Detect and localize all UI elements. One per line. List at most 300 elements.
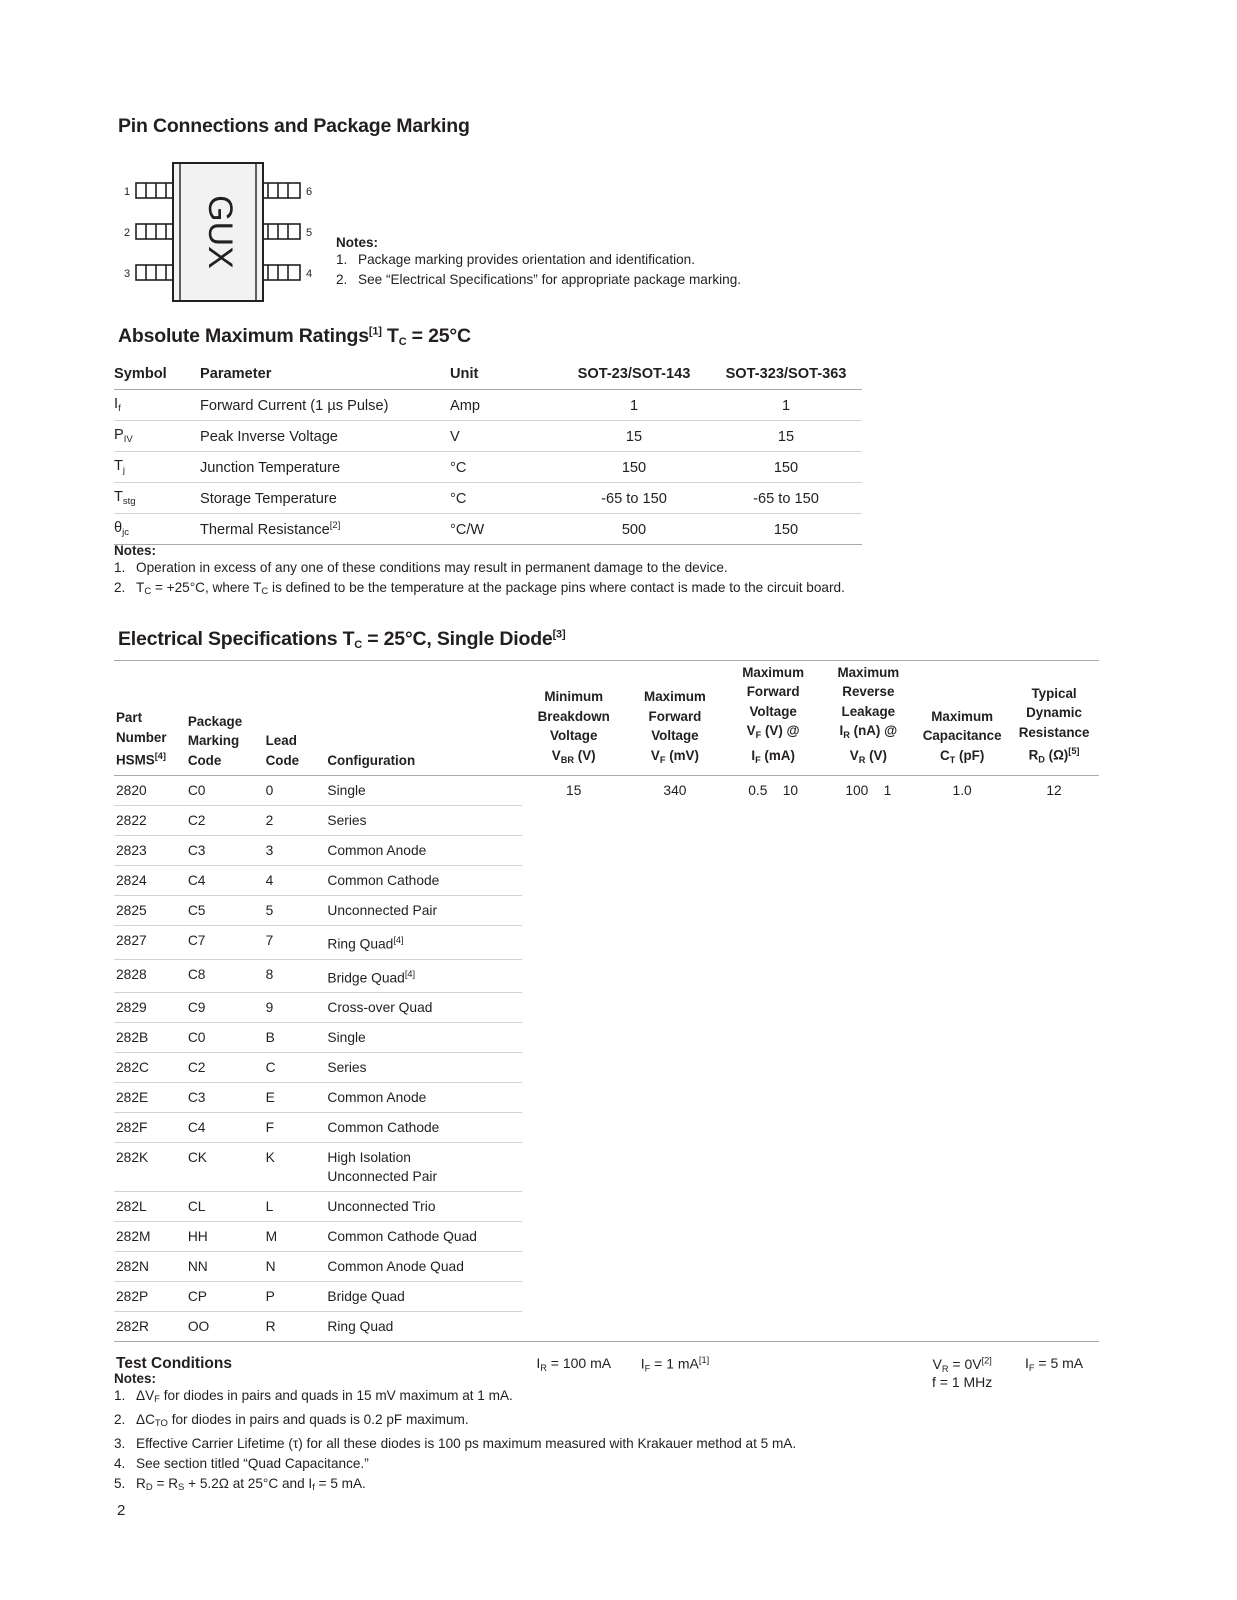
es-dynamic-resistance-value: 12 bbox=[1046, 783, 1062, 798]
note-text: $T_C = +25^\circ C$, where $T_C$ is defined to be the temperature at the package pins where contact is made to the circuit board. bbox=[136, 580, 845, 597]
amr-row bbox=[114, 390, 862, 421]
lead-left-3 bbox=[136, 265, 178, 280]
es-row bbox=[114, 776, 1099, 806]
note-text: $\Delta C_{TO}$ for diodes in pairs and quads is 0.2 pF maximum. bbox=[136, 1412, 469, 1429]
es-configuration: Bridge Quad[4] bbox=[325, 959, 522, 993]
es-header-dynamic-resistance: Typical Dynamic Resistance $R_D$ (Ω)[5] bbox=[1009, 663, 1099, 776]
amr-body bbox=[114, 390, 862, 545]
es-part-number: 282B bbox=[114, 1023, 186, 1053]
es-breakdown-voltage-value: 15 bbox=[566, 783, 582, 798]
es-configuration: Common Cathode bbox=[325, 1113, 522, 1143]
es-forward-voltage-value: 340 bbox=[663, 783, 687, 798]
es-part-number: 282N bbox=[114, 1252, 186, 1282]
es-row bbox=[114, 1113, 1099, 1143]
es-header-part-number: Part Number HSMS[4] bbox=[114, 663, 186, 776]
es-forward-voltage-at-current-value bbox=[725, 866, 822, 896]
es-header-row bbox=[114, 663, 1099, 776]
amr-value-sot323-363: -65 to 150 bbox=[710, 483, 862, 514]
es-package-marking-code: OO bbox=[186, 1312, 264, 1342]
amr-value-sot323-363: 150 bbox=[710, 514, 862, 545]
es-header-configuration: Configuration bbox=[325, 663, 522, 776]
note-text: Package marking provides orientation and identification. bbox=[358, 252, 696, 267]
es-part-number: 282M bbox=[114, 1222, 186, 1252]
es-lead-code: 0 bbox=[264, 776, 326, 806]
es-capacitance-value bbox=[915, 926, 1009, 960]
es-header-capacitance: Maximum Capacitance $C_T$ (pF) bbox=[915, 663, 1009, 776]
amr-unit: °C bbox=[450, 483, 558, 514]
es-capacitance-value bbox=[915, 1312, 1009, 1342]
es-breakdown-voltage-value bbox=[522, 1143, 625, 1192]
note-number: 2. bbox=[336, 272, 348, 287]
note-number: 1. bbox=[114, 560, 126, 575]
es-configuration: Unconnected Trio bbox=[325, 1192, 522, 1222]
amr-value-sot23-143: 1 bbox=[558, 390, 710, 421]
es-header-forward-voltage: Maximum Forward Voltage $V_F$ (mV) bbox=[625, 663, 725, 776]
es-forward-voltage-at-current-value bbox=[725, 1312, 822, 1342]
es-configuration: Cross-over Quad bbox=[325, 993, 522, 1023]
note-text: $R_D = R_S + 5.2\Omega$ at 25°C and $I_f = 5$ mA. bbox=[136, 1476, 366, 1493]
es-row bbox=[114, 959, 1099, 993]
es-forward-voltage-at-current-value: 0.5 10 bbox=[748, 783, 799, 798]
amr-title bbox=[118, 325, 471, 348]
es-dynamic-resistance-value bbox=[1009, 1143, 1099, 1192]
es-dynamic-resistance-value bbox=[1009, 1113, 1099, 1143]
note-number: 1. bbox=[114, 1388, 126, 1403]
note-number: 5. bbox=[114, 1476, 126, 1491]
lead-left-2 bbox=[136, 224, 178, 239]
es-configuration: Series bbox=[325, 1053, 522, 1083]
es-breakdown-voltage-value bbox=[522, 926, 625, 960]
es-part-number: 282F bbox=[114, 1113, 186, 1143]
es-breakdown-voltage-value bbox=[522, 1192, 625, 1222]
amr-parameter: Peak Inverse Voltage bbox=[200, 421, 450, 452]
es-reverse-leakage-value bbox=[821, 1222, 915, 1252]
es-lead-code: 3 bbox=[264, 836, 326, 866]
es-package-marking-code: C4 bbox=[186, 1113, 264, 1143]
es-breakdown-voltage-value bbox=[522, 1222, 625, 1252]
es-forward-voltage-value bbox=[625, 1143, 725, 1192]
es-configuration: High Isolation Unconnected Pair bbox=[325, 1143, 522, 1192]
note-number: 1. bbox=[336, 252, 348, 267]
es-forward-voltage-value bbox=[625, 1312, 725, 1342]
es-forward-voltage-value bbox=[625, 806, 725, 836]
es-configuration: Single bbox=[325, 776, 522, 806]
pin-label-5: 5 bbox=[305, 227, 313, 239]
es-capacitance-value bbox=[915, 1252, 1009, 1282]
amr-unit: °C/W bbox=[450, 514, 558, 545]
es-breakdown-voltage-value bbox=[522, 959, 625, 993]
es-title-tail: = 25°C, Single Diode bbox=[362, 628, 553, 650]
es-lead-code: K bbox=[264, 1143, 326, 1192]
amr-row bbox=[114, 514, 862, 545]
amr-header-row bbox=[114, 362, 862, 390]
amr-symbol: $\theta_{jc}$ bbox=[114, 514, 200, 545]
lead-right-4 bbox=[258, 265, 300, 280]
es-package-marking-code: C3 bbox=[186, 1083, 264, 1113]
es-header-breakdown-voltage: Minimum Breakdown Voltage $V_{BR}$ (V) bbox=[522, 663, 625, 776]
amr-unit: °C bbox=[450, 452, 558, 483]
es-lead-code: B bbox=[264, 1023, 326, 1053]
es-capacitance-value bbox=[915, 1282, 1009, 1312]
es-header-package-marking: Package Marking Code bbox=[186, 663, 264, 776]
es-header-reverse-leakage: Maximum Reverse Leakage $I_R$ (nA) @ $V_R$ (V) bbox=[821, 663, 915, 776]
amr-header-sot23-143: SOT-23/SOT-143 bbox=[558, 362, 710, 390]
es-part-number: 282R bbox=[114, 1312, 186, 1342]
es-capacitance-value bbox=[915, 1113, 1009, 1143]
es-dynamic-resistance-value bbox=[1009, 1053, 1099, 1083]
es-part-number: 282P bbox=[114, 1282, 186, 1312]
es-part-number: 2827 bbox=[114, 926, 186, 960]
es-forward-voltage-at-current-value bbox=[725, 1143, 822, 1192]
es-forward-voltage-at-current-value bbox=[725, 1192, 822, 1222]
es-breakdown-voltage-value bbox=[522, 1053, 625, 1083]
es-part-number: 282C bbox=[114, 1053, 186, 1083]
amr-row bbox=[114, 452, 862, 483]
pin-label-3: 3 bbox=[123, 268, 131, 280]
es-row bbox=[114, 993, 1099, 1023]
es-capacitance-value bbox=[915, 1083, 1009, 1113]
es-dynamic-resistance-value bbox=[1009, 1222, 1099, 1252]
es-reverse-leakage-value bbox=[821, 926, 915, 960]
electrical-specifications-table bbox=[114, 660, 1099, 1396]
es-forward-voltage-value bbox=[625, 1222, 725, 1252]
amr-symbol: $T_{stg}$ bbox=[114, 483, 200, 514]
lead-right-6 bbox=[258, 183, 300, 198]
amr-symbol: $T_j$ bbox=[114, 452, 200, 483]
es-row bbox=[114, 1083, 1099, 1113]
es-dynamic-resistance-value bbox=[1009, 926, 1099, 960]
pin-label-4: 4 bbox=[305, 268, 313, 280]
amr-symbol: $P_{IV}$ bbox=[114, 421, 200, 452]
es-part-number: 2820 bbox=[114, 776, 186, 806]
pin-label-1: 1 bbox=[123, 186, 131, 198]
es-reverse-leakage-value bbox=[821, 896, 915, 926]
es-part-number: 2824 bbox=[114, 866, 186, 896]
es-dynamic-resistance-value bbox=[1009, 1312, 1099, 1342]
package-notes-list bbox=[336, 250, 896, 290]
es-breakdown-voltage-value bbox=[522, 836, 625, 866]
es-reverse-leakage-value bbox=[821, 1192, 915, 1222]
es-dynamic-resistance-value bbox=[1009, 1192, 1099, 1222]
package-notes bbox=[336, 235, 896, 290]
es-capacitance-value bbox=[915, 1143, 1009, 1192]
es-forward-voltage-at-current-value bbox=[725, 1222, 822, 1252]
es-part-number: 2822 bbox=[114, 806, 186, 836]
es-configuration: Common Anode bbox=[325, 836, 522, 866]
es-reverse-leakage-value bbox=[821, 1113, 915, 1143]
es-capacitance-value bbox=[915, 866, 1009, 896]
es-dynamic-resistance-value bbox=[1009, 806, 1099, 836]
es-header-lead-code: Lead Code bbox=[264, 663, 326, 776]
es-reverse-leakage-value bbox=[821, 959, 915, 993]
es-configuration: Ring Quad[4] bbox=[325, 926, 522, 960]
es-forward-voltage-value bbox=[625, 1053, 725, 1083]
es-breakdown-voltage-value bbox=[522, 1282, 625, 1312]
es-package-marking-code: C7 bbox=[186, 926, 264, 960]
es-configuration: Common Anode Quad bbox=[325, 1252, 522, 1282]
es-breakdown-voltage-value bbox=[522, 1252, 625, 1282]
es-forward-voltage-at-current-value bbox=[725, 1282, 822, 1312]
es-row bbox=[114, 1143, 1099, 1192]
note-item bbox=[114, 1410, 1064, 1434]
es-reverse-leakage-value bbox=[821, 1023, 915, 1053]
es-row bbox=[114, 806, 1099, 836]
amr-title-symbol: T bbox=[386, 325, 399, 347]
note-item bbox=[114, 1474, 1064, 1498]
amr-value-sot323-363: 15 bbox=[710, 421, 862, 452]
page-number: 2 bbox=[117, 1502, 126, 1519]
es-configuration: Unconnected Pair bbox=[325, 896, 522, 926]
es-title-superscript: [3] bbox=[552, 628, 566, 641]
es-forward-voltage-at-current-value bbox=[725, 836, 822, 866]
es-row bbox=[114, 1282, 1099, 1312]
es-configuration: Common Cathode bbox=[325, 866, 522, 896]
test-condition-if5: $I_F = 5$ mA bbox=[1009, 1342, 1099, 1396]
note-number: 3. bbox=[114, 1436, 126, 1451]
es-reverse-leakage-value bbox=[821, 1083, 915, 1113]
amr-title-tail: = 25°C bbox=[406, 325, 471, 347]
es-lead-code: F bbox=[264, 1113, 326, 1143]
es-package-marking-code: C4 bbox=[186, 866, 264, 896]
amr-row bbox=[114, 483, 862, 514]
es-dynamic-resistance-value bbox=[1009, 1083, 1099, 1113]
es-breakdown-voltage-value bbox=[522, 1083, 625, 1113]
es-capacitance-value bbox=[915, 993, 1009, 1023]
amr-unit: Amp bbox=[450, 390, 558, 421]
es-dynamic-resistance-value bbox=[1009, 1282, 1099, 1312]
es-reverse-leakage-value: 100 1 bbox=[845, 783, 892, 798]
es-configuration: Ring Quad bbox=[325, 1312, 522, 1342]
es-forward-voltage-value bbox=[625, 836, 725, 866]
amr-value-sot23-143: -65 to 150 bbox=[558, 483, 710, 514]
amr-header-symbol: Symbol bbox=[114, 362, 200, 390]
note-text: See section titled “Quad Capacitance.” bbox=[136, 1456, 369, 1471]
es-part-number: 282L bbox=[114, 1192, 186, 1222]
es-row bbox=[114, 1312, 1099, 1342]
es-row bbox=[114, 1222, 1099, 1252]
amr-value-sot23-143: 500 bbox=[558, 514, 710, 545]
pin-label-2: 2 bbox=[123, 227, 131, 239]
es-forward-voltage-at-current-value bbox=[725, 1252, 822, 1282]
es-lead-code: 8 bbox=[264, 959, 326, 993]
note-text: $\Delta V_F$ for diodes in pairs and quads in 15 mV maximum at 1 mA. bbox=[136, 1388, 513, 1405]
es-title-sub: C bbox=[354, 639, 363, 651]
note-item bbox=[114, 1454, 1064, 1474]
es-package-marking-code: C2 bbox=[186, 1053, 264, 1083]
es-reverse-leakage-value bbox=[821, 806, 915, 836]
es-row bbox=[114, 1023, 1099, 1053]
note-item bbox=[114, 1386, 1064, 1410]
amr-parameter: Storage Temperature bbox=[200, 483, 450, 514]
amr-notes-heading: Notes: bbox=[114, 543, 157, 558]
es-capacitance-value bbox=[915, 806, 1009, 836]
amr-title-symbol-sub: C bbox=[398, 336, 407, 348]
es-row bbox=[114, 1252, 1099, 1282]
note-text: See “Electrical Specifications” for appropriate package marking. bbox=[358, 272, 742, 287]
note-item bbox=[336, 250, 896, 270]
es-capacitance-value bbox=[915, 1192, 1009, 1222]
note-number: 2. bbox=[114, 580, 126, 595]
note-number: 2. bbox=[114, 1412, 126, 1427]
absolute-maximum-ratings-table bbox=[114, 362, 862, 545]
amr-parameter: Junction Temperature bbox=[200, 452, 450, 483]
es-package-marking-code: C2 bbox=[186, 806, 264, 836]
es-dynamic-resistance-value bbox=[1009, 836, 1099, 866]
es-package-marking-code: NN bbox=[186, 1252, 264, 1282]
es-title-main: Electrical Specifications T bbox=[118, 628, 355, 650]
es-body bbox=[114, 776, 1099, 1342]
es-forward-voltage-value bbox=[625, 1192, 725, 1222]
es-lead-code: P bbox=[264, 1282, 326, 1312]
es-title bbox=[118, 628, 565, 651]
es-forward-voltage-value bbox=[625, 993, 725, 1023]
es-dynamic-resistance-value bbox=[1009, 1252, 1099, 1282]
es-configuration: Bridge Quad bbox=[325, 1282, 522, 1312]
note-item bbox=[336, 270, 896, 290]
es-forward-voltage-at-current-value bbox=[725, 806, 822, 836]
es-lead-code: C bbox=[264, 1053, 326, 1083]
es-capacitance-value bbox=[915, 959, 1009, 993]
amr-title-superscript: [1] bbox=[368, 325, 382, 338]
es-lead-code: E bbox=[264, 1083, 326, 1113]
amr-parameter: Thermal Resistance[2] bbox=[200, 514, 450, 545]
es-breakdown-voltage-value bbox=[522, 1023, 625, 1053]
es-breakdown-voltage-value bbox=[522, 806, 625, 836]
amr-header-parameter: Parameter bbox=[200, 362, 450, 390]
amr-header-sot323-363: SOT-323/SOT-363 bbox=[710, 362, 862, 390]
es-forward-voltage-value bbox=[625, 926, 725, 960]
es-reverse-leakage-value bbox=[821, 1252, 915, 1282]
es-capacitance-value bbox=[915, 836, 1009, 866]
amr-value-sot323-363: 150 bbox=[710, 452, 862, 483]
amr-value-sot23-143: 150 bbox=[558, 452, 710, 483]
es-capacitance-value bbox=[915, 1222, 1009, 1252]
amr-value-sot323-363: 1 bbox=[710, 390, 862, 421]
es-lead-code: R bbox=[264, 1312, 326, 1342]
es-configuration: Common Cathode Quad bbox=[325, 1222, 522, 1252]
es-lead-code: 2 bbox=[264, 806, 326, 836]
es-reverse-leakage-value bbox=[821, 1282, 915, 1312]
es-lead-code: 7 bbox=[264, 926, 326, 960]
es-forward-voltage-value bbox=[625, 1113, 725, 1143]
amr-notes-list bbox=[114, 558, 1064, 602]
es-package-marking-code: HH bbox=[186, 1222, 264, 1252]
note-item bbox=[114, 578, 1064, 602]
es-breakdown-voltage-value bbox=[522, 896, 625, 926]
es-dynamic-resistance-value bbox=[1009, 1023, 1099, 1053]
es-breakdown-voltage-value bbox=[522, 866, 625, 896]
amr-header-unit: Unit bbox=[450, 362, 558, 390]
es-lead-code: 4 bbox=[264, 866, 326, 896]
note-number: 4. bbox=[114, 1456, 126, 1471]
es-package-marking-code: C3 bbox=[186, 836, 264, 866]
es-forward-voltage-at-current-value bbox=[725, 1023, 822, 1053]
es-forward-voltage-at-current-value bbox=[725, 1083, 822, 1113]
es-configuration: Common Anode bbox=[325, 1083, 522, 1113]
es-forward-voltage-at-current-value bbox=[725, 926, 822, 960]
package-notes-heading: Notes: bbox=[336, 235, 379, 250]
es-forward-voltage-value bbox=[625, 896, 725, 926]
es-part-number: 2825 bbox=[114, 896, 186, 926]
amr-parameter: Forward Current (1 µs Pulse) bbox=[200, 390, 450, 421]
es-reverse-leakage-value bbox=[821, 993, 915, 1023]
es-configuration: Single bbox=[325, 1023, 522, 1053]
es-package-marking-code: C9 bbox=[186, 993, 264, 1023]
es-forward-voltage-at-current-value bbox=[725, 1053, 822, 1083]
es-lead-code: L bbox=[264, 1192, 326, 1222]
es-row bbox=[114, 836, 1099, 866]
amr-unit: V bbox=[450, 421, 558, 452]
es-forward-voltage-at-current-value bbox=[725, 959, 822, 993]
package-marking-text: GUX bbox=[201, 195, 240, 269]
es-forward-voltage-at-current-value bbox=[725, 1113, 822, 1143]
es-capacitance-value bbox=[915, 896, 1009, 926]
es-part-number: 2823 bbox=[114, 836, 186, 866]
lead-right-5 bbox=[258, 224, 300, 239]
es-header-forward-voltage-at-if: Maximum Forward Voltage $V_F$ (V) @ $I_F$ (mA) bbox=[725, 663, 822, 776]
es-dynamic-resistance-value bbox=[1009, 866, 1099, 896]
es-package-marking-code: C0 bbox=[186, 1023, 264, 1053]
amr-symbol: $I_f$ bbox=[114, 390, 200, 421]
es-row bbox=[114, 926, 1099, 960]
note-text: Effective Carrier Lifetime (τ) for all these diodes is 100 ps maximum measured with Krakauer method at 5 mA. bbox=[136, 1436, 797, 1451]
es-reverse-leakage-value bbox=[821, 1312, 915, 1342]
es-package-marking-code: C8 bbox=[186, 959, 264, 993]
es-breakdown-voltage-value bbox=[522, 993, 625, 1023]
test-condition-vr: $V_R = 0V[2]$ bbox=[932, 1355, 992, 1374]
es-package-marking-code: C5 bbox=[186, 896, 264, 926]
note-item bbox=[114, 1434, 1064, 1454]
es-notes bbox=[114, 1371, 1064, 1498]
es-reverse-leakage-value bbox=[821, 836, 915, 866]
es-capacitance-value bbox=[915, 1023, 1009, 1053]
es-row bbox=[114, 896, 1099, 926]
es-part-number: 282K bbox=[114, 1143, 186, 1192]
es-forward-voltage-at-current-value bbox=[725, 896, 822, 926]
amr-title-main: Absolute Maximum Ratings bbox=[118, 325, 369, 347]
es-package-marking-code: C0 bbox=[186, 776, 264, 806]
es-lead-code: N bbox=[264, 1252, 326, 1282]
note-item bbox=[114, 558, 1064, 578]
es-breakdown-voltage-value bbox=[522, 1113, 625, 1143]
pin-label-6: 6 bbox=[305, 186, 313, 198]
es-part-number: 2828 bbox=[114, 959, 186, 993]
test-condition-ir: $I_R = 100$ mA bbox=[522, 1342, 625, 1396]
es-forward-voltage-value bbox=[625, 959, 725, 993]
es-reverse-leakage-value bbox=[821, 866, 915, 896]
es-notes-list bbox=[114, 1386, 1064, 1498]
es-lead-code: 5 bbox=[264, 896, 326, 926]
es-package-marking-code: CP bbox=[186, 1282, 264, 1312]
es-row bbox=[114, 1053, 1099, 1083]
test-conditions-label: Test Conditions bbox=[114, 1342, 522, 1396]
es-forward-voltage-value bbox=[625, 1023, 725, 1053]
es-dynamic-resistance-value bbox=[1009, 959, 1099, 993]
es-capacitance-value: 1.0 bbox=[952, 783, 972, 798]
es-forward-voltage-value bbox=[625, 1282, 725, 1312]
note-text: Operation in excess of any one of these conditions may result in permanent damage to the device. bbox=[136, 560, 728, 575]
es-notes-heading: Notes: bbox=[114, 1371, 157, 1386]
es-breakdown-voltage-value bbox=[522, 1312, 625, 1342]
es-package-marking-code: CL bbox=[186, 1192, 264, 1222]
es-configuration: Series bbox=[325, 806, 522, 836]
es-lead-code: 9 bbox=[264, 993, 326, 1023]
amr-notes bbox=[114, 543, 1064, 602]
es-forward-voltage-value bbox=[625, 866, 725, 896]
lead-left-1 bbox=[136, 183, 178, 198]
es-part-number: 282E bbox=[114, 1083, 186, 1113]
amr-row bbox=[114, 421, 862, 452]
